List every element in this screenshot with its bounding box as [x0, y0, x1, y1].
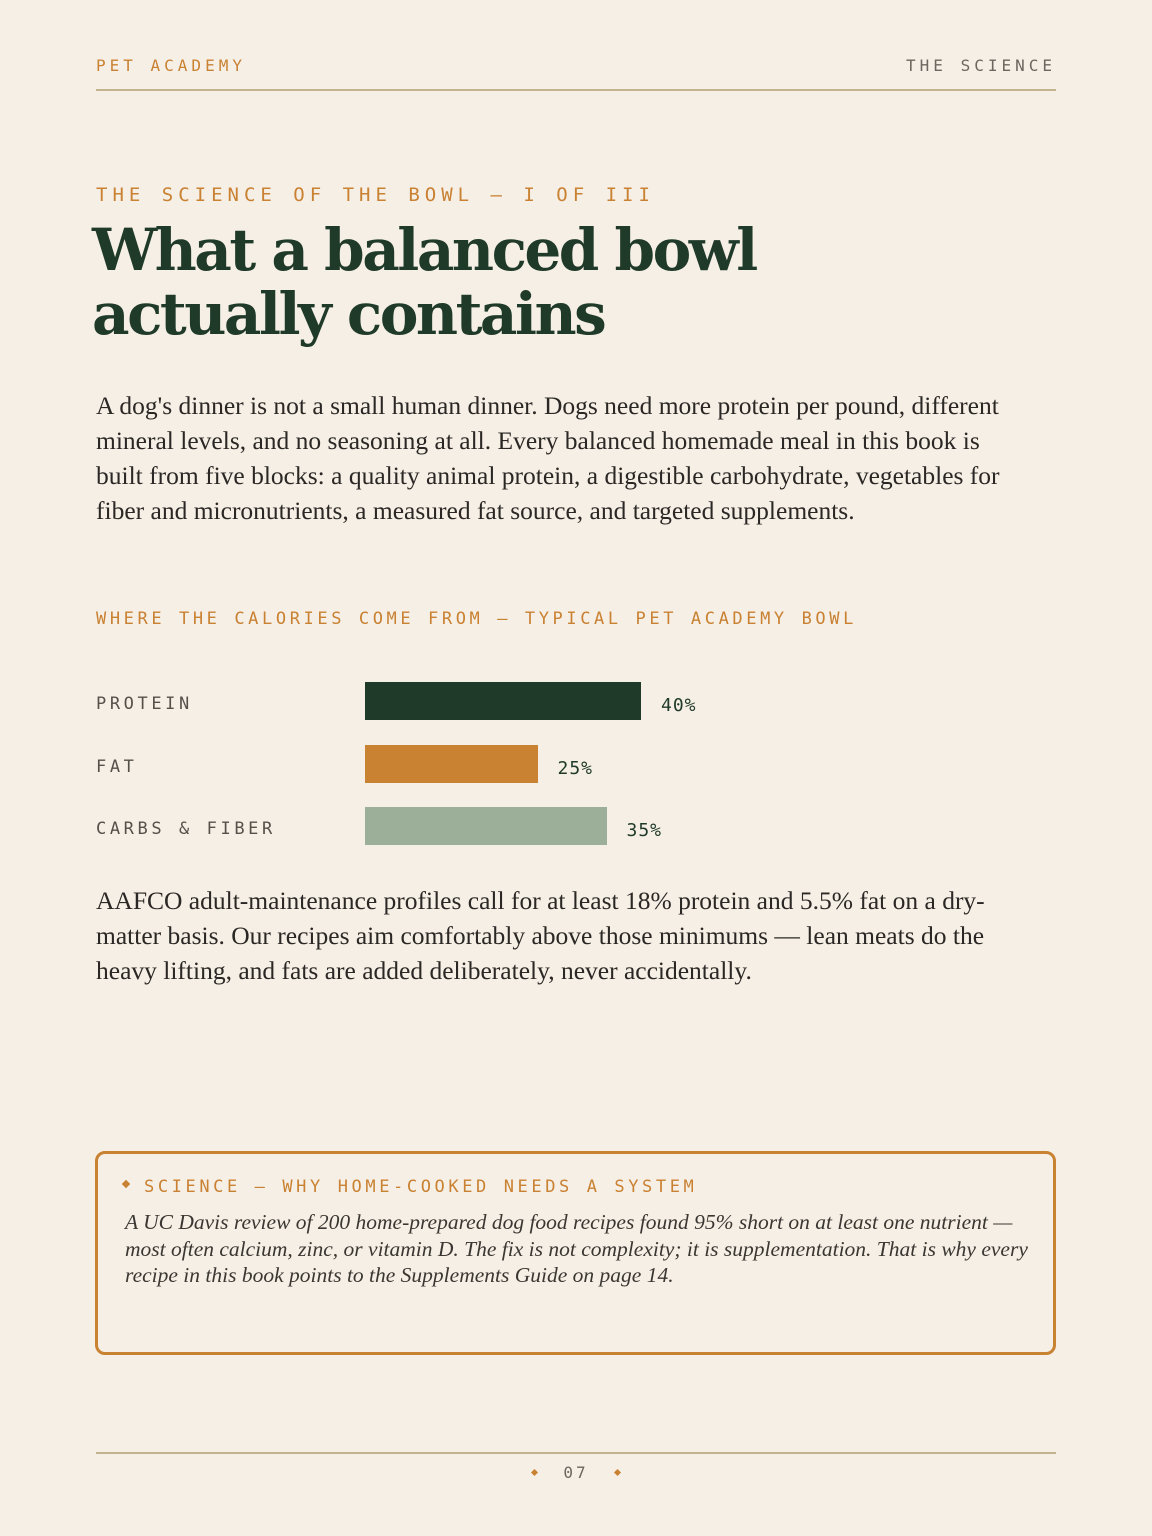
page-footer: [0, 1463, 1152, 1483]
bar: [365, 807, 607, 845]
chart-row: [96, 807, 796, 847]
calorie-bar-chart: [96, 670, 796, 860]
chart-row: [96, 682, 796, 722]
followup-paragraph: AAFCO adult-maintenance profiles call for at least 18% protein and 5.5% fat on a dry-matter basis. Our recipes aim comfortably above those minimums — lean meats do the heavy lifting, and fats are added deliberately, never accidentally.: [96, 886, 985, 985]
intro-paragraph: A dog's dinner is not a small human dinner. Dogs need more protein per pound, different mineral levels, and no seasoning at all. Every balanced homemade meal in this book is built from five blocks: a quality animal protein, a digestible carbohydrate, vegetables for fiber and micronutrients, a measured fat source, and targeted supplements.: [96, 391, 1000, 525]
page-title: What a balanced bowl actually contains: [92, 216, 756, 348]
bar-label: CARBS & FIBER: [96, 819, 276, 839]
footer-divider: [96, 1452, 1056, 1454]
bar: [365, 682, 641, 720]
bar-value-label: 35%: [626, 820, 663, 841]
science-callout: [95, 1151, 1056, 1355]
brand-name: PET ACADEMY: [96, 56, 246, 75]
chart-row: [96, 745, 796, 785]
bar-label: PROTEIN: [96, 694, 193, 714]
article-eyebrow: THE SCIENCE OF THE BOWL — I OF III: [96, 184, 655, 206]
header-divider: [96, 89, 1056, 91]
diamond-icon: [122, 1180, 130, 1188]
callout-title: SCIENCE — WHY HOME-COOKED NEEDS A SYSTEM: [144, 1177, 698, 1197]
diamond-icon: [614, 1469, 621, 1476]
bar: [365, 745, 538, 783]
chart-caption: WHERE THE CALORIES COME FROM — TYPICAL PET ACADEMY BOWL: [96, 609, 857, 629]
callout-body: A UC Davis review of 200 home-prepared dog food recipes found 95% short on at least one nutrient — most often calcium, zinc, or vitamin D. The fix is not complexity; it is supplementation. That is why every recipe in this book points to the Supplements Guide on page 14.: [125, 1210, 1028, 1287]
bar-value-label: 25%: [557, 758, 594, 779]
page-number: 07: [563, 1463, 589, 1482]
bar-value-label: 40%: [661, 695, 697, 716]
diamond-icon: [531, 1469, 538, 1476]
section-name: THE SCIENCE: [906, 56, 1056, 75]
bar-label: FAT: [96, 757, 138, 777]
